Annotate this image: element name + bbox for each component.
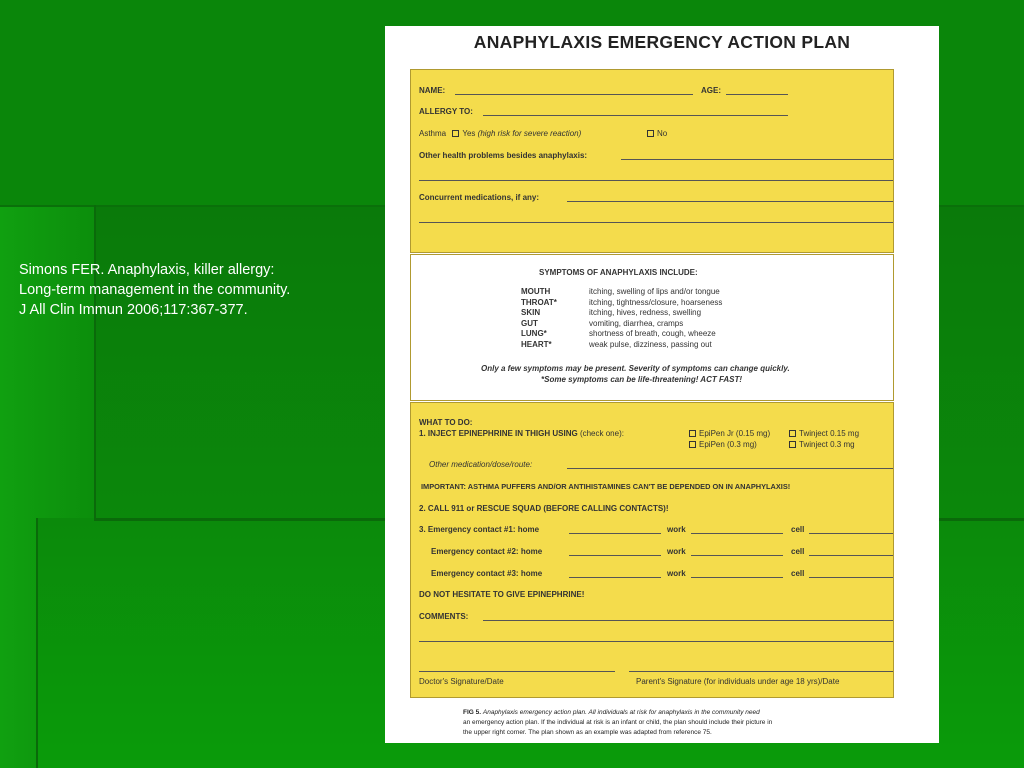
symptom-description: itching, hives, redness, swelling: [589, 308, 702, 317]
cell-label: cell: [791, 547, 805, 556]
contact-2-label: Emergency contact #2: home: [431, 547, 543, 556]
checkbox-icon: [689, 441, 696, 448]
asthma-yes-note: (high risk for severe reaction): [477, 129, 582, 138]
twinject-03-label: Twinject 0.3 mg: [799, 440, 855, 449]
symptoms-warning: *Some symptoms can be life-threatening! ACT FAST!: [541, 375, 743, 384]
checkbox-icon: [647, 130, 654, 137]
important-note: IMPORTANT: ASTHMA PUFFERS AND/OR ANTIHISTAMINES CAN'T BE DEPENDED ON IN ANAPHYLAXIS!: [421, 482, 791, 491]
cell-label: cell: [791, 569, 805, 578]
caption-line: an emergency action plan. If the individual at risk is an infant or child, the plan should include their picture in: [463, 719, 773, 726]
symptom-area: MOUTH: [521, 287, 551, 296]
checkbox-icon: [789, 430, 796, 437]
form-line: [809, 555, 893, 556]
checkbox-icon: [689, 430, 696, 437]
cell-label: cell: [791, 525, 805, 534]
concurrent-meds-label: Concurrent medications, if any:: [419, 193, 540, 202]
work-label: work: [667, 525, 686, 534]
symptom-description: shortness of breath, cough, wheeze: [589, 329, 716, 338]
form-line: [691, 533, 783, 534]
figure-caption: [463, 708, 873, 738]
checkbox-icon: [452, 130, 459, 137]
twinject-03-option: [789, 440, 855, 449]
patient-info-panel: [410, 69, 894, 253]
twinject-015-option: [789, 429, 859, 438]
what-to-do-panel: [410, 402, 894, 698]
action-plan-document: [385, 26, 939, 743]
form-line: [621, 159, 893, 160]
form-line: [419, 222, 893, 223]
symptoms-note: Only a few symptoms may be present. Severity of symptoms can change quickly.: [481, 364, 790, 373]
symptom-description: weak pulse, dizziness, passing out: [589, 339, 712, 349]
symptom-area: LUNG*: [521, 329, 547, 338]
symptom-area: SKIN: [521, 308, 541, 317]
citation-line: Long-term management in the community.: [19, 282, 291, 298]
asthma-row: [419, 129, 581, 138]
symptoms-panel: [410, 254, 894, 401]
form-line: [809, 577, 893, 578]
symptoms-heading: SYMPTOMS OF ANAPHYLAXIS INCLUDE:: [539, 268, 698, 277]
citation-text: [19, 260, 290, 320]
allergy-label: ALLERGY TO:: [419, 107, 473, 116]
work-label: work: [667, 547, 686, 556]
citation-line: Simons FER. Anaphylaxis, killer allergy:: [19, 262, 275, 278]
asthma-no: No: [657, 129, 668, 138]
name-line: [455, 94, 693, 95]
symptom-description: itching, swelling of lips and/or tongue: [589, 287, 720, 296]
step-1: [419, 429, 624, 438]
form-line: [483, 620, 893, 621]
citation-line: J All Clin Immun 2006;117:367-377.: [19, 302, 248, 318]
document-title: ANAPHYLAXIS EMERGENCY ACTION PLAN: [473, 32, 851, 52]
doctor-signature-label: Doctor's Signature/Date: [419, 677, 504, 686]
epipen-jr-label: EpiPen Jr (0.15 mg): [699, 429, 771, 438]
symptom-description: itching, tightness/closure, hoarseness: [589, 297, 723, 307]
form-line: [569, 555, 661, 556]
form-line: [569, 533, 661, 534]
work-label: work: [667, 569, 686, 578]
form-line: [691, 577, 783, 578]
age-label: AGE:: [701, 86, 721, 95]
epipen-jr-option: [689, 429, 770, 438]
epipen-option: [689, 440, 757, 449]
symptom-area: THROAT*: [521, 297, 557, 307]
asthma-label: Asthma: [419, 129, 447, 138]
comments-label: COMMENTS:: [419, 612, 469, 621]
other-health-label: Other health problems besides anaphylaxis:: [419, 151, 588, 160]
checkbox-icon: [789, 441, 796, 448]
step-1-note: (check one):: [579, 429, 624, 438]
form-line: [569, 577, 661, 578]
epipen-label: EpiPen (0.3 mg): [699, 440, 757, 449]
contact-1-label: 3. Emergency contact #1: home: [419, 525, 540, 534]
todo-heading: WHAT TO DO:: [419, 418, 473, 427]
twinject-015-label: Twinject 0.15 mg: [799, 429, 860, 438]
form-line: [567, 468, 893, 469]
parent-signature-label: Parent's Signature (for individuals under age 18 yrs)/Date: [636, 677, 840, 686]
signature-line: [629, 671, 893, 672]
symptom-area: HEART*: [521, 339, 552, 349]
symptom-description: vomiting, diarrhea, cramps: [589, 318, 684, 328]
allergy-line: [483, 115, 788, 116]
symptom-area: GUT: [521, 318, 538, 328]
contact-3-label: Emergency contact #3: home: [431, 569, 543, 578]
form-line: [567, 201, 893, 202]
name-label: NAME:: [419, 86, 446, 95]
form-line: [691, 555, 783, 556]
signature-line: [419, 671, 615, 672]
caption-line: Anaphylaxis emergency action plan. All individuals at risk for anaphylaxis in the community need: [482, 709, 760, 716]
form-line: [809, 533, 893, 534]
step-2: 2. CALL 911 or RESCUE SQUAD (BEFORE CALLING CONTACTS)!: [419, 504, 669, 513]
caption-line: the upper right corner. The plan shown as an example was adapted from reference 75.: [463, 729, 712, 736]
background-divider: [94, 205, 96, 518]
asthma-yes: Yes: [462, 129, 476, 138]
other-meds-label: Other medication/dose/route:: [429, 460, 533, 469]
do-not-hesitate: DO NOT HESITATE TO GIVE EPINEPHRINE!: [419, 590, 585, 599]
age-line: [726, 94, 788, 95]
asthma-no-row: [647, 129, 667, 138]
form-line: [419, 180, 893, 181]
caption-lead: FIG 5.: [463, 709, 482, 716]
background-divider: [36, 518, 38, 768]
form-line: [419, 641, 893, 642]
step-1-text: 1. INJECT EPINEPHRINE IN THIGH USING: [419, 429, 578, 438]
